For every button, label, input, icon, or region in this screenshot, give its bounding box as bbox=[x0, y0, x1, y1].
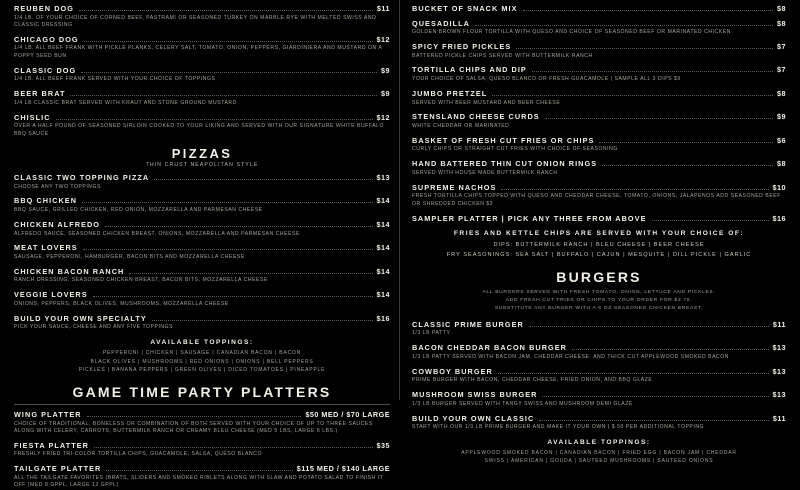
item-name: WING PLATTER bbox=[14, 410, 82, 419]
menu-item bbox=[412, 112, 786, 130]
item-name: CLASSIC DOG bbox=[14, 65, 77, 75]
item-description: 1/3 LB PATTY bbox=[412, 330, 451, 337]
item-price: $7 bbox=[777, 41, 786, 51]
item-price: $14 bbox=[376, 290, 390, 300]
toppings-line: SWISS | AMERICAN | GOUDA | SAUTEED MUSHROOMS | SAUTEED ONIONS bbox=[484, 458, 714, 465]
menu-item bbox=[14, 410, 390, 435]
chips-note-line: DIPS: BUTTERMILK RANCH | BLEU CHEESE | BEER CHEESE bbox=[493, 241, 705, 248]
item-name: SUPREME NACHOS bbox=[412, 182, 497, 192]
item-name: CHICKEN BACON RANCH bbox=[14, 266, 125, 276]
burger-toppings-list bbox=[412, 449, 786, 467]
menu-item bbox=[14, 243, 390, 261]
section-title-pizzas: PIZZAS bbox=[171, 145, 233, 161]
item-description: BBQ SAUCE, GRILLED CHICKEN, RED ONION, MOZZARELLA AND PARMESAN CHEESE bbox=[14, 207, 263, 214]
item-price: $12 bbox=[376, 34, 390, 44]
item-description: 1/4 LB. ALL BEEF FRANK SERVED WITH YOUR CHOICE OF TOPPINGS bbox=[14, 76, 216, 83]
item-description: 1/4 LB. OF YOUR CHOICE OF CORNED BEEF, PASTRAMI OR SEASONED TURKEY ON MARBLE RYE WITH MELTED SWISS AND CLASSIC DRESSING bbox=[14, 14, 377, 28]
dot-leader bbox=[79, 10, 373, 11]
section-title-platters: GAME TIME PARTY PLATTERS bbox=[72, 384, 332, 400]
item-description: 1/3 LB BURGER SERVED WITH TANGY SWISS AND MUSHROOM DEMI GLAZE bbox=[412, 400, 633, 407]
item-price: $13 bbox=[772, 366, 786, 376]
item-price: $8 bbox=[777, 159, 786, 169]
menu-item bbox=[412, 367, 786, 385]
menu-item bbox=[412, 136, 786, 154]
menu-item bbox=[412, 89, 786, 107]
item-description: 1/4 LB. ALL BEEF FRANK WITH PICKLE PLANKS, CELERY SALT, TOMATO, ONION, PEPPERS, GIARDINIERA AND MUSTARD ON A POPPY SEED BUN bbox=[14, 45, 383, 59]
section-rule bbox=[14, 404, 390, 405]
toppings-line: PEPPERONI | CHICKEN | SAUSAGE | CANADIAN BACON | BACON bbox=[102, 349, 302, 356]
menu-item bbox=[14, 290, 390, 308]
right-column bbox=[400, 0, 800, 465]
dot-leader bbox=[498, 373, 769, 374]
menu-item bbox=[412, 320, 786, 338]
item-description: GOLDEN BROWN FLOUR TORTILLA WITH QUESO AND CHOICE OF SEASONED BEEF OR MARINATED CHICKEN bbox=[412, 29, 731, 36]
dot-leader bbox=[82, 202, 372, 203]
item-description: PICK YOUR SAUCE, CHEESE AND ANY FIVE TOPPINGS bbox=[14, 324, 174, 331]
item-name: TAILGATE PLATTER bbox=[14, 464, 102, 474]
menu-item bbox=[14, 4, 390, 29]
dot-leader bbox=[154, 179, 372, 180]
dot-leader bbox=[152, 320, 373, 321]
dot-leader bbox=[83, 249, 373, 250]
menu-item bbox=[412, 19, 786, 37]
item-name: BEER BRAT bbox=[14, 89, 66, 99]
item-description: START WITH OUR 1/3 LB PRIME BURGER AND MAKE IT YOUR OWN | $.50 PER ADDITIONAL TOPPING bbox=[412, 424, 705, 431]
item-name: CHICKEN ALFREDO bbox=[14, 219, 101, 229]
item-price: $9 bbox=[381, 89, 390, 99]
section-title-burgers: BURGERS bbox=[556, 268, 642, 285]
dot-leader bbox=[56, 119, 373, 120]
dot-leader bbox=[501, 189, 768, 190]
menu-item bbox=[14, 196, 390, 214]
menu-item bbox=[14, 66, 390, 84]
item-name: CLASSIC TWO TOPPING PIZZA bbox=[14, 172, 150, 182]
item-name: BBQ CHICKEN bbox=[14, 196, 78, 206]
dot-leader bbox=[516, 48, 773, 49]
menu-item bbox=[412, 42, 786, 60]
item-description: OVER A HALF POUND OF SEASONED SIRLOIN COOKED TO YOUR LIKING AND SERVED WITH OUR SIGNATURE WHITE BUFFALO BBQ SAUCE bbox=[14, 123, 385, 137]
chips-note-line: FRY SEASONINGS: SEA SALT | BUFFALO | CAJUN | MESQUITE | DILL PICKLE | GARLIC bbox=[446, 251, 752, 258]
menu-item bbox=[412, 4, 786, 13]
item-description: ALFREDO SAUCE, SEASONED CHICKEN BREAST, ONIONS, MOZZARELLA AND PARMESAN CHEESE bbox=[14, 230, 300, 237]
left-column bbox=[0, 0, 400, 489]
item-description: CHOOSE ANY TWO TOPPINGS bbox=[14, 183, 101, 190]
menu-item bbox=[412, 414, 786, 432]
item-price: $13 bbox=[772, 343, 786, 353]
burger-note-line: ALL BURGERS SERVED WITH FRESH TOMATO, ONION, LETTUCE AND PICKLES. bbox=[482, 289, 716, 295]
dot-leader bbox=[81, 72, 377, 73]
item-description: 1/3 LB PATTY SERVED WITH BACON JAM, CHEDDAR CHEESE, AND THICK CUT APPLEWOOD SMOKED BACON bbox=[412, 353, 730, 360]
dot-leader bbox=[532, 71, 773, 72]
menu-item bbox=[412, 390, 786, 408]
item-price: $8 bbox=[777, 4, 786, 13]
burger-note-line: SUBSTITUTE ANY BURGER WITH A 6 OZ SEASONED CHICKEN BREAST. bbox=[494, 306, 704, 312]
menu-item bbox=[14, 441, 390, 459]
dot-leader bbox=[652, 220, 769, 221]
dot-leader bbox=[70, 95, 377, 96]
item-price: $11 bbox=[376, 4, 390, 13]
item-price: $14 bbox=[376, 266, 390, 276]
item-description: RANCH DRESSING, SEASONED CHICKEN BREAST, BACON BITS, MOZZARELLA CHEESE bbox=[14, 277, 268, 284]
item-name: TORTILLA CHIPS AND DIP bbox=[412, 65, 527, 75]
item-price: $9 bbox=[777, 112, 786, 122]
item-name: BUCKET OF SNACK MIX bbox=[412, 4, 518, 13]
item-price: $7 bbox=[777, 65, 786, 75]
menu-item bbox=[14, 35, 390, 60]
item-name: CLASSIC PRIME BURGER bbox=[412, 319, 524, 329]
item-name: VEGGIE LOVERS bbox=[14, 290, 88, 300]
item-description: ONIONS, PEPPERS, BLACK OLIVES, MUSHROOMS, MOZZARELLA CHEESE bbox=[14, 300, 229, 307]
dot-leader bbox=[539, 420, 769, 421]
item-name: REUBEN DOG bbox=[14, 4, 74, 13]
section-subtitle-pizzas: THIN CRUST NEAPOLITAN STYLE bbox=[145, 161, 259, 168]
pizza-toppings-list bbox=[14, 349, 390, 375]
item-name: BUILD YOUR OWN CLASSIC bbox=[412, 413, 535, 423]
item-description: FRESH TORTILLA CHIPS TOPPED WITH QUESO AND CHEDDAR CHEESE, TOMATO, ONIONS, JALAPENOS ADD SEASONED BEEF OR SHREDDED CHICKEN $3 bbox=[412, 193, 781, 207]
item-price: $8 bbox=[777, 88, 786, 98]
item-name: FIESTA PLATTER bbox=[14, 440, 89, 450]
item-description: CHOICE OF TRADITIONAL, BONELESS OR COMBINATION OF BOTH SERVED WITH YOUR CHOICE OF UP TO THREE SAUCES ALONG WITH CELERY, CARROTS, BUTTERMILK RANCH OR CREAMY BLEU CHEESE (MED 5 LBS, LARGE 8 LBS.) bbox=[14, 420, 373, 434]
item-name: MEAT LOVERS bbox=[14, 243, 78, 253]
menu-item bbox=[412, 183, 786, 208]
burger-toppings-heading: AVAILABLE TOPPINGS: bbox=[547, 438, 651, 446]
menu-item bbox=[14, 89, 390, 107]
toppings-line: APPLEWOOD SMOKED BACON | CANADIAN BACON | FRIED EGG | BACON JAM | CHEDDAR bbox=[461, 449, 737, 456]
item-price: $13 bbox=[376, 172, 390, 182]
item-description: SERVED WITH HOUSE MADE BUTTERMILK RANCH bbox=[412, 169, 558, 176]
item-name: COWBOY BURGER bbox=[412, 366, 493, 376]
item-price: $14 bbox=[376, 243, 390, 253]
item-description: 1/4 LB CLASSIC BRAT SERVED WITH KRAUT AND STONE GROUND MUSTARD bbox=[14, 99, 237, 106]
item-description: YOUR CHOICE OF SALSA, QUESO BLANCO OR FRESH GUACAMOLE | SAMPLE ALL 3 DIPS $9 bbox=[412, 76, 681, 83]
dot-leader bbox=[545, 118, 773, 119]
dot-leader bbox=[94, 447, 373, 448]
toppings-line: BLACK OLIVES | MUSHROOMS | RED ONIONS | ONIONS | BELL PEPPERS bbox=[90, 358, 314, 365]
item-name: HAND BATTERED THIN CUT ONION RINGS bbox=[412, 159, 598, 169]
item-price: $50 MED / $70 LARGE bbox=[305, 410, 390, 419]
burger-note-line: ADD FRESH CUT FRIES OR CHIPS TO YOUR ORDER FOR $3.75. bbox=[505, 298, 693, 304]
dot-leader bbox=[84, 41, 373, 42]
dot-leader bbox=[492, 95, 773, 96]
item-name: JUMBO PRETZEL bbox=[412, 88, 488, 98]
item-description: BATTERED PICKLE CHIPS SERVED WITH BUTTERMILK RANCH bbox=[412, 52, 593, 59]
item-price: $13 bbox=[772, 390, 786, 400]
menu-item bbox=[412, 65, 786, 83]
item-description: CURLY CHIPS OR STRAIGHT CUT FRIES WITH CHOICE OF SEASONING bbox=[412, 146, 618, 153]
menu-item bbox=[14, 220, 390, 238]
item-price: $10 bbox=[772, 182, 786, 192]
item-name: SAMPLER PLATTER | PICK ANY THREE FROM ABOVE bbox=[412, 213, 647, 223]
item-name: SPICY FRIED PICKLES bbox=[412, 41, 512, 51]
dot-leader bbox=[106, 470, 292, 471]
item-price: $115 MED / $140 LARGE bbox=[296, 464, 390, 474]
item-name: MUSHROOM SWISS BURGER bbox=[412, 390, 538, 400]
dot-leader bbox=[523, 10, 774, 11]
item-description: SAUSAGE, PEPPERONI, HAMBURGER, BACON BITS AND MOZZARELLA CHEESE bbox=[14, 253, 245, 260]
item-price: $16 bbox=[772, 213, 786, 223]
item-name: CHICAGO DOG bbox=[14, 34, 79, 44]
menu-item bbox=[412, 214, 786, 223]
item-description: WHITE CHEDDAR OR MARINATED bbox=[412, 122, 510, 129]
menu-item bbox=[14, 173, 390, 191]
item-name: BACON CHEDDAR BACON BURGER bbox=[412, 343, 567, 353]
item-description: SERVED WITH BEER MUSTARD AND BEER CHEESE bbox=[412, 99, 561, 106]
menu-item bbox=[14, 464, 390, 489]
dot-leader bbox=[542, 396, 768, 397]
item-description: ALL THE TAILGATE FAVORITES (BRATS, SLIDERS AND SMOKED RIBLETS ALONG WITH SLAW AND POTATO SALAD TO FINISH IT OFF (MED 8 GPPL, LARGE 12 GPPL) bbox=[14, 474, 384, 489]
toppings-line: PICKLES | BANANA PEPPERS | GREEN OLIVES | DICED TOMATOES | PINEAPPLE bbox=[78, 367, 326, 374]
item-price: $8 bbox=[777, 18, 786, 28]
item-price: $14 bbox=[376, 196, 390, 206]
item-name: QUESADILLA bbox=[412, 18, 470, 28]
dot-leader bbox=[602, 165, 773, 166]
item-price: $14 bbox=[376, 219, 390, 229]
item-price: $11 bbox=[772, 319, 786, 329]
item-description: FRESHLY FRIED TRI-COLOR TORTILLA CHIPS, GUACAMOLE, SALSA, QUESO BLANCO bbox=[14, 451, 262, 458]
dot-leader bbox=[475, 25, 773, 26]
item-name: BASKET OF FRESH CUT FRIES OR CHIPS bbox=[412, 135, 595, 145]
menu-item bbox=[14, 267, 390, 285]
dot-leader bbox=[529, 326, 769, 327]
dot-leader bbox=[93, 296, 373, 297]
menu-item bbox=[14, 314, 390, 332]
pizza-toppings-heading: AVAILABLE TOPPINGS: bbox=[150, 338, 254, 346]
menu-item bbox=[412, 159, 786, 177]
item-name: BUILD YOUR OWN SPECIALTY bbox=[14, 313, 147, 323]
item-description: PRIME BURGER WITH BACON, CHEDDAR CHEESE, FRIED ONION, AND BBQ GLAZE bbox=[412, 377, 653, 384]
item-price: $12 bbox=[376, 112, 390, 122]
dot-leader bbox=[572, 349, 769, 350]
item-name: CHISLIC bbox=[14, 112, 51, 122]
item-price: $16 bbox=[376, 313, 390, 323]
item-price: $11 bbox=[772, 413, 786, 423]
item-price: $9 bbox=[381, 65, 390, 75]
dot-leader bbox=[105, 226, 372, 227]
item-price: $6 bbox=[777, 135, 786, 145]
burger-note bbox=[412, 289, 786, 314]
chips-note-body bbox=[412, 240, 786, 260]
item-price: $35 bbox=[376, 440, 390, 450]
dot-leader bbox=[599, 142, 773, 143]
menu-item bbox=[14, 113, 390, 138]
dot-leader bbox=[129, 273, 372, 274]
chips-note-heading: FRIES AND KETTLE CHIPS ARE SERVED WITH YOUR CHOICE OF: bbox=[453, 229, 745, 237]
menu-item bbox=[412, 343, 786, 361]
item-name: STENSLAND CHEESE CURDS bbox=[412, 112, 540, 122]
dot-leader bbox=[87, 416, 302, 417]
